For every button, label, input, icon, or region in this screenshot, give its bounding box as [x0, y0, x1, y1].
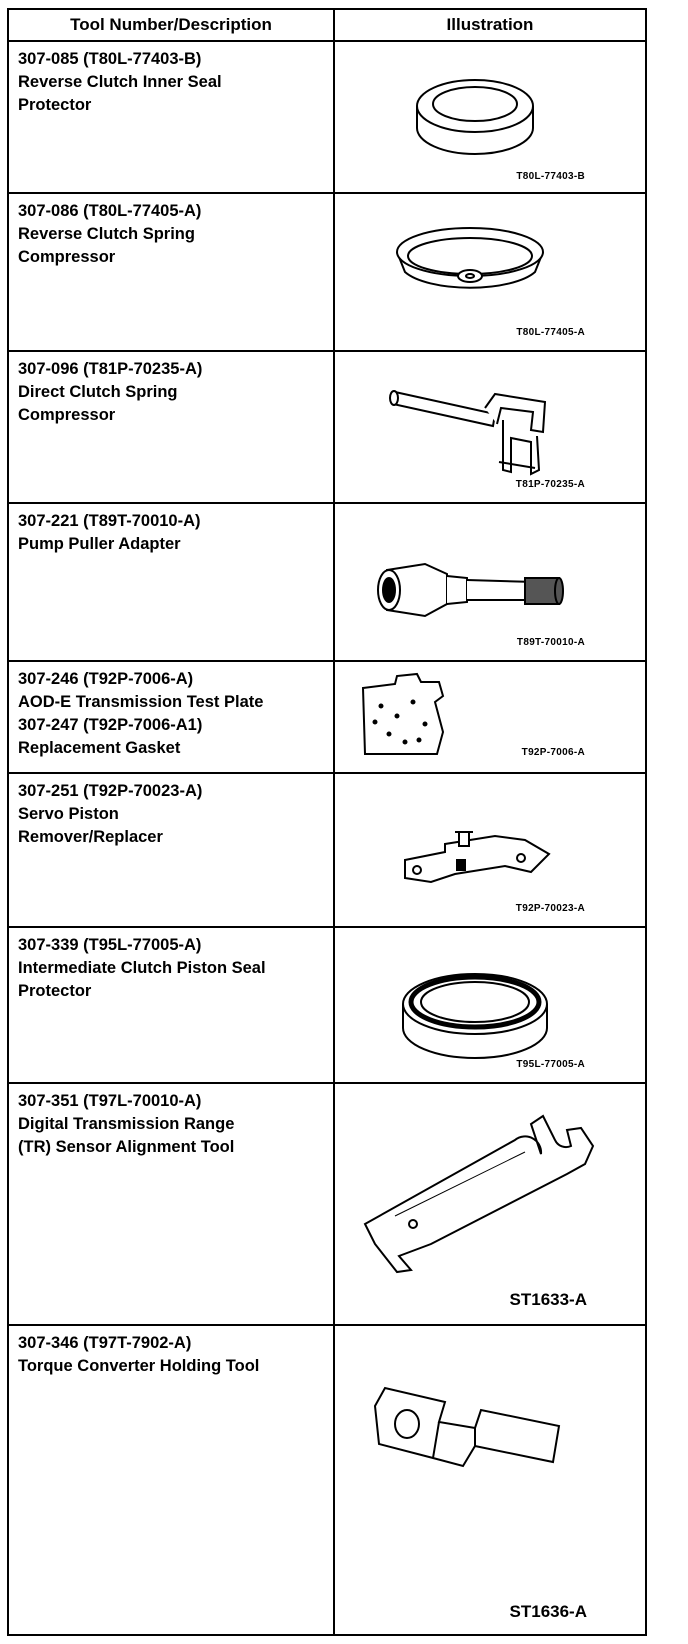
spring-compressor-dish-icon — [335, 194, 645, 350]
tool-description — [18, 200, 323, 269]
header-tool-number: Tool Number/Description — [70, 15, 272, 34]
table-row — [9, 1326, 645, 1634]
table-row — [9, 928, 645, 1084]
part-code: T92P-70023-A — [515, 903, 585, 914]
tool-number: 307-251 (T92P-70023-A) — [18, 782, 203, 800]
tool-illustration — [335, 194, 645, 350]
seal-protector-ring-icon — [335, 42, 645, 192]
tool-description — [18, 780, 323, 849]
tool-name: Replacement Gasket — [18, 739, 181, 757]
part-code: T92P-7006-A — [521, 747, 585, 758]
header-illustration: Illustration — [446, 15, 534, 34]
table-row — [9, 774, 645, 928]
special-tools-table — [7, 8, 647, 1636]
tool-number: 307-221 (T89T-70010-A) — [18, 512, 201, 530]
tool-number: 307-247 (T92P-7006-A1) — [18, 716, 203, 734]
table-row — [9, 352, 645, 504]
table-row — [9, 1084, 645, 1326]
tool-name: Intermediate Clutch Piston Seal — [18, 959, 266, 977]
tool-description — [18, 510, 323, 556]
tool-number: 307-085 (T80L-77403-B) — [18, 50, 202, 68]
tool-description — [18, 48, 323, 117]
tr-sensor-alignment-tool-icon — [335, 1084, 645, 1324]
piston-seal-protector-icon — [335, 928, 645, 1082]
tool-illustration — [335, 42, 645, 192]
tool-name: Compressor — [18, 248, 116, 266]
tool-number: 307-096 (T81P-70235-A) — [18, 360, 203, 378]
tool-name: Protector — [18, 982, 92, 1000]
tool-name: Reverse Clutch Spring — [18, 225, 195, 243]
direct-clutch-compressor-icon — [335, 352, 645, 502]
part-code: T95L-77005-A — [516, 1059, 585, 1070]
table-row — [9, 662, 645, 774]
tool-illustration — [335, 504, 645, 660]
tool-description — [18, 358, 323, 427]
part-code: T81P-70235-A — [515, 479, 585, 490]
tool-name: Servo Piston — [18, 805, 119, 823]
tool-number: 307-086 (T80L-77405-A) — [18, 202, 202, 220]
tool-illustration — [335, 774, 645, 926]
part-code: T80L-77403-B — [516, 171, 585, 182]
pump-puller-adapter-icon — [335, 504, 645, 660]
tool-name: Compressor — [18, 406, 116, 424]
tool-description — [18, 1332, 323, 1378]
tool-name: Remover/Replacer — [18, 828, 163, 846]
tool-description — [18, 934, 323, 1003]
tool-name: Digital Transmission Range — [18, 1115, 235, 1133]
part-code: T80L-77405-A — [516, 327, 585, 338]
tool-name: Pump Puller Adapter — [18, 535, 181, 553]
table-row — [9, 42, 645, 194]
tool-name: (TR) Sensor Alignment Tool — [18, 1138, 235, 1156]
tool-name: Direct Clutch Spring — [18, 383, 178, 401]
test-plate-icon — [335, 662, 645, 772]
table-row — [9, 504, 645, 662]
tool-name: Torque Converter Holding Tool — [18, 1357, 260, 1375]
tool-number: 307-246 (T92P-7006-A) — [18, 670, 194, 688]
tool-illustration — [335, 928, 645, 1082]
table-row — [9, 194, 645, 352]
tool-number: 307-351 (T97L-70010-A) — [18, 1092, 202, 1110]
tool-illustration — [335, 1084, 645, 1324]
tool-illustration — [335, 352, 645, 502]
table-header — [9, 10, 645, 42]
tool-illustration — [335, 1326, 645, 1634]
tool-number: 307-346 (T97T-7902-A) — [18, 1334, 192, 1352]
tool-number: 307-339 (T95L-77005-A) — [18, 936, 202, 954]
tool-illustration — [335, 662, 645, 772]
tool-description — [18, 668, 323, 760]
part-code: ST1636-A — [509, 1602, 587, 1621]
torque-converter-holding-tool-icon — [335, 1326, 645, 1632]
tool-description — [18, 1090, 323, 1159]
part-code: ST1633-A — [509, 1290, 587, 1309]
part-code: T89T-70010-A — [516, 637, 585, 648]
tool-name: Reverse Clutch Inner Seal — [18, 73, 222, 91]
tool-name: AOD-E Transmission Test Plate — [18, 693, 264, 711]
tool-name: Protector — [18, 96, 92, 114]
servo-piston-tool-icon — [335, 774, 645, 926]
